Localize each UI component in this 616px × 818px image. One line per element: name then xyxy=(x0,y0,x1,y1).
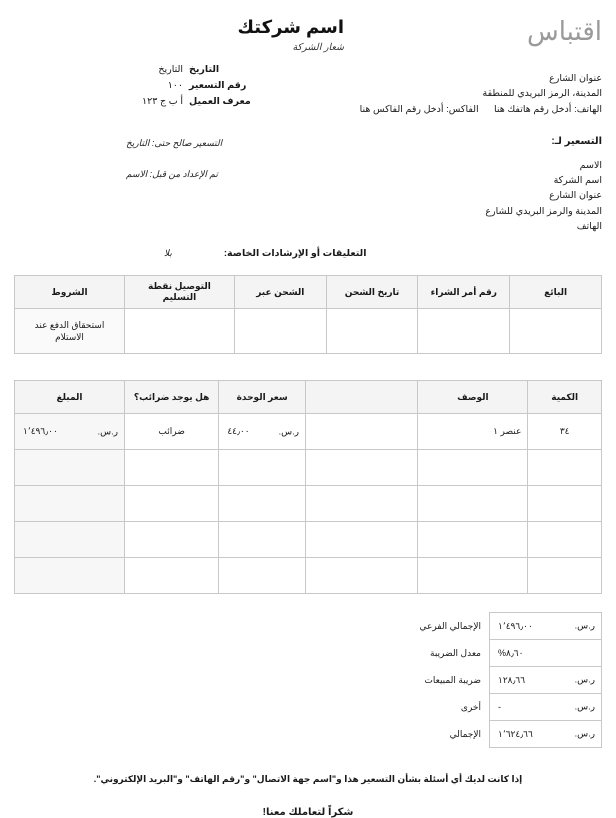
col-header-fob: التوصيل نقطة التسليم xyxy=(124,276,234,309)
meta-value-quote-number: ١٠٠ xyxy=(167,80,183,92)
other-value: - xyxy=(498,702,501,713)
currency-symbol: ر.س. xyxy=(574,620,595,631)
currency-symbol: ر.س. xyxy=(97,426,118,437)
col-header-seller: البائع xyxy=(510,276,602,309)
cell-ship-via[interactable] xyxy=(234,309,326,354)
cell-amount[interactable] xyxy=(15,486,125,522)
subtotal-value-cell xyxy=(490,613,602,640)
company-street: عنوان الشارع xyxy=(549,72,602,84)
phone-label: الهاتف: xyxy=(574,103,602,115)
document-footer xyxy=(14,774,602,818)
cell-taxed[interactable] xyxy=(124,558,218,594)
other-label: أخرى xyxy=(460,701,481,712)
phone-value: أدخل رقم هاتفك هنا xyxy=(493,103,572,115)
cell-amount[interactable] xyxy=(15,558,125,594)
table-row xyxy=(15,450,602,486)
cell-description[interactable]: عنصر ١ xyxy=(418,414,528,450)
footer-contact-note: إذا كانت لديك أي أسئلة بشأن التسعير هذا و"اسم جهة الاتصال" و"رقم الهاتف" و"البريد الإلكتروني". xyxy=(93,774,523,785)
col-header-unit-price: سعر الوحدة xyxy=(219,381,306,414)
special-comments-value: بلا xyxy=(164,248,172,259)
table-header-row xyxy=(15,276,602,309)
col-header-po-number: رقم أمر الشراء xyxy=(418,276,510,309)
quote-to-street: عنوان الشارع xyxy=(549,190,602,202)
document-header xyxy=(14,0,602,53)
col-header-terms: الشروط xyxy=(15,276,125,309)
table-header-row xyxy=(15,381,602,414)
meta-label-customer-id: معرف العميل xyxy=(189,96,251,108)
cell-quantity[interactable]: ٣٤ xyxy=(528,414,602,450)
currency-symbol: ر.س. xyxy=(278,426,299,437)
cell-fob[interactable] xyxy=(124,309,234,354)
valid-until-text: التسعير صالح حتى: التاريخ xyxy=(126,138,223,148)
prepared-by-text: تم الإعداد من قبل: الاسم xyxy=(126,168,218,179)
cell-quantity[interactable] xyxy=(528,450,602,486)
company-name: اسم شركتك xyxy=(237,17,344,37)
totals-row-sales-tax xyxy=(371,667,602,694)
tax-rate-value-cell xyxy=(490,640,602,667)
cell-terms[interactable]: استحقاق الدفع عند الاستلام xyxy=(15,309,125,354)
special-comments-row xyxy=(14,248,602,259)
cell-spacer[interactable] xyxy=(305,414,418,450)
cell-seller[interactable] xyxy=(510,309,602,354)
cell-amount[interactable] xyxy=(15,522,125,558)
totals-row-other xyxy=(371,694,602,721)
subtotal-label: الإجمالي الفرعي xyxy=(419,620,481,631)
cell-description[interactable] xyxy=(418,486,528,522)
col-header-quantity: الكمية xyxy=(528,381,602,414)
cell-description[interactable] xyxy=(418,558,528,594)
total-label: الإجمالي xyxy=(449,728,481,739)
amount-value: ١٬٤٩٦٫٠٠ xyxy=(23,426,58,437)
footer-thanks-message: شكراً لتعاملك معنا! xyxy=(262,807,354,818)
tax-rate-value: ٨٫٦٠% xyxy=(498,647,524,658)
cell-spacer[interactable] xyxy=(305,450,418,486)
currency-symbol: ر.س. xyxy=(574,674,595,685)
cell-amount[interactable] xyxy=(15,414,125,450)
table-row xyxy=(15,522,602,558)
quote-to-phone: الهاتف xyxy=(576,221,602,233)
table-row xyxy=(15,309,602,354)
company-slogan: شعار الشركة xyxy=(292,41,344,53)
meta-label-date: التاريخ xyxy=(189,64,220,75)
meta-row-date xyxy=(131,62,326,78)
quote-to-company: اسم الشركة xyxy=(553,174,602,186)
meta-value-customer-id: أ ب ج ١٢٣ xyxy=(142,96,183,108)
meta-row-quote-number xyxy=(131,78,326,94)
shipping-terms-table xyxy=(14,275,602,354)
total-value: ١٬٦٢٤٫٦٦ xyxy=(498,728,533,739)
quote-to-title: التسعير لـ: xyxy=(551,135,602,147)
quote-to-city-zip: المدينة والرمز البريدي للشارع xyxy=(485,205,602,217)
quote-to-name: الاسم xyxy=(579,159,602,171)
tax-rate-label: معدل الضريبة xyxy=(430,647,481,658)
document-type-title: اقتباس xyxy=(526,16,602,46)
special-comments-label: التعليقات أو الإرشادات الخاصة: xyxy=(223,248,367,260)
col-header-spacer xyxy=(305,381,418,414)
cell-unit-price[interactable] xyxy=(219,450,306,486)
table-row xyxy=(15,414,602,450)
cell-amount[interactable] xyxy=(15,450,125,486)
quote-meta-block xyxy=(131,62,326,110)
sales-tax-value: ١٢٨٫٦٦ xyxy=(498,674,526,685)
meta-label-quote-number: رقم التسعير xyxy=(189,80,247,92)
cell-unit-price[interactable] xyxy=(219,414,306,450)
cell-quantity[interactable] xyxy=(528,522,602,558)
sales-tax-value-cell xyxy=(490,667,602,694)
cell-unit-price[interactable] xyxy=(219,486,306,522)
totals-table xyxy=(370,612,602,748)
cell-spacer[interactable] xyxy=(305,558,418,594)
totals-row-subtotal xyxy=(371,613,602,640)
cell-po-number[interactable] xyxy=(418,309,510,354)
cell-quantity[interactable] xyxy=(528,486,602,522)
cell-quantity[interactable] xyxy=(528,558,602,594)
totals-row-tax-rate xyxy=(371,640,602,667)
currency-symbol: ر.س. xyxy=(574,701,595,712)
totals-row-total xyxy=(371,721,602,748)
table-row xyxy=(15,558,602,594)
fax-label: الفاكس: xyxy=(446,103,479,115)
sales-tax-label: ضريبة المبيعات xyxy=(424,674,481,685)
currency-symbol: ر.س. xyxy=(574,728,595,739)
cell-spacer[interactable] xyxy=(305,522,418,558)
col-header-ship-date: تاريخ الشحن xyxy=(326,276,418,309)
cell-description[interactable] xyxy=(418,522,528,558)
col-header-ship-via: الشحن عبر xyxy=(234,276,326,309)
cell-taxed[interactable] xyxy=(124,486,218,522)
validity-block xyxy=(126,137,326,198)
cell-ship-date[interactable] xyxy=(326,309,418,354)
cell-taxed[interactable] xyxy=(124,450,218,486)
totals-block xyxy=(370,612,602,748)
cell-taxed[interactable]: ضرائب xyxy=(124,414,218,450)
cell-taxed[interactable] xyxy=(124,522,218,558)
company-block xyxy=(14,16,344,53)
col-header-taxed: هل يوجد ضرائب؟ xyxy=(124,381,218,414)
unit-price-value: ٤٤٫٠٠ xyxy=(227,426,250,437)
meta-value-date: التاريخ xyxy=(158,64,183,75)
table-row xyxy=(15,486,602,522)
cell-spacer[interactable] xyxy=(305,486,418,522)
company-city-zip: المدينة، الرمز البريدي للمنطقة xyxy=(482,88,602,100)
cell-unit-price[interactable] xyxy=(219,558,306,594)
fax-value: أدخل رقم الفاكس هنا xyxy=(359,103,444,115)
line-items-table xyxy=(14,380,602,594)
cell-description[interactable] xyxy=(418,450,528,486)
cell-unit-price[interactable] xyxy=(219,522,306,558)
total-value-cell xyxy=(490,721,602,748)
meta-row-customer-id xyxy=(131,94,326,110)
col-header-description: الوصف xyxy=(418,381,528,414)
other-value-cell xyxy=(490,694,602,721)
col-header-amount: المبلغ xyxy=(15,381,125,414)
subtotal-value: ١٬٤٩٦٫٠٠ xyxy=(498,620,533,631)
